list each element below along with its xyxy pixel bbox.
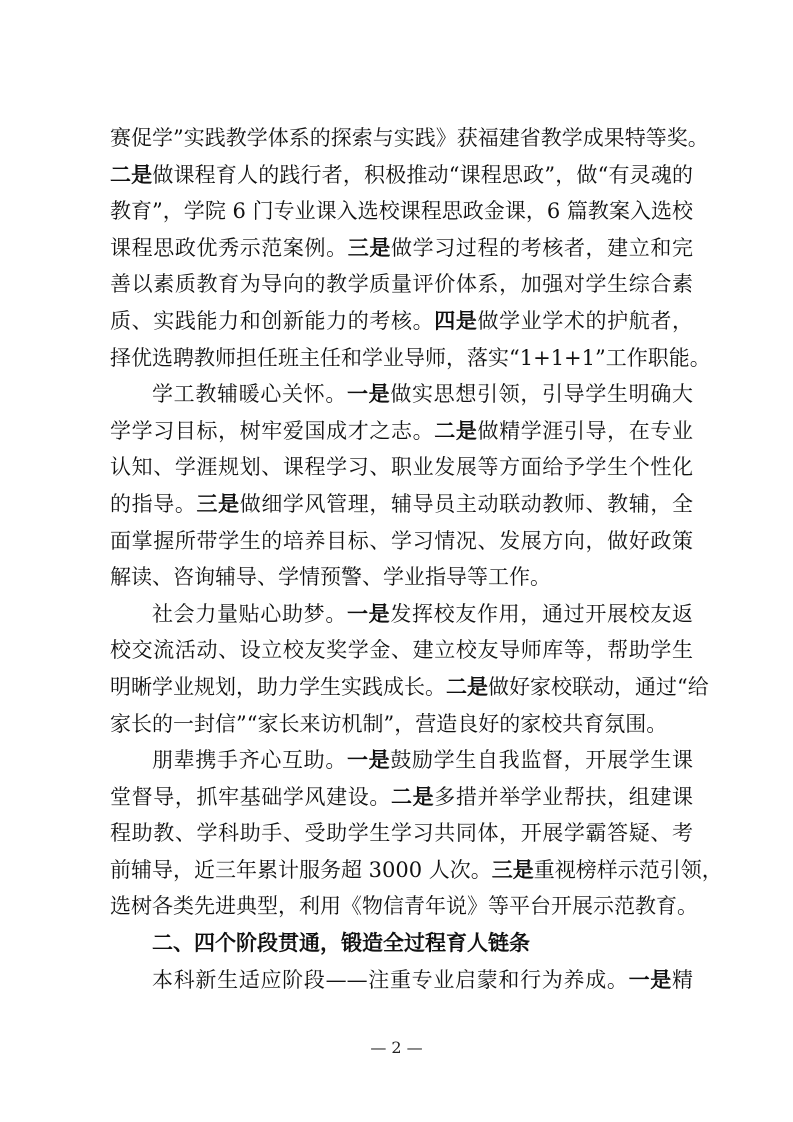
text-segment: 精	[672, 967, 694, 992]
text-line	[110, 559, 693, 596]
bold-marker: 一是	[347, 747, 391, 773]
text-line	[110, 523, 693, 560]
text-line	[110, 303, 693, 340]
text-segment: 鼓励学生自我监督，开展学生课	[390, 748, 694, 773]
text-line	[110, 669, 709, 706]
text-line	[110, 706, 693, 743]
text-line	[110, 376, 693, 413]
text-line	[110, 962, 693, 999]
bold-marker: 二是	[391, 783, 435, 809]
bold-marker: 二是	[434, 417, 478, 443]
text-line	[110, 193, 693, 230]
text-segment: 朋辈携手齐心互助。	[152, 748, 347, 773]
text-segment: 善以素质教育为导向的教学质量评价体系，加强对学生综合素	[110, 272, 693, 297]
text-segment: 认知、学涯规划、课程学习、职业发展等方面给予学生个性化	[110, 455, 693, 480]
text-line	[110, 230, 693, 267]
bold-marker: 一是	[347, 600, 391, 626]
text-line	[110, 632, 693, 669]
text-segment: 多措并举学业帮扶，组建课	[434, 784, 694, 809]
text-segment: 做学习过程的考核者，建立和完	[391, 235, 694, 260]
text-line	[110, 340, 711, 377]
text-segment: 明晰学业规划，助力学生实践成长。	[110, 674, 446, 699]
text-segment: 重视榜样示范引领，	[533, 857, 723, 882]
text-segment: 发挥校友作用，通过开展校友返	[390, 601, 694, 626]
bold-marker: 二是	[110, 161, 153, 187]
text-line	[110, 596, 693, 633]
text-segment: 的指导。	[110, 491, 197, 516]
text-segment: 择优选聘教师担任班主任和学业导师，落实“1+1+1”工作职能。	[110, 345, 711, 370]
text-line	[110, 449, 693, 486]
text-line	[110, 779, 693, 816]
text-line	[110, 486, 693, 523]
text-segment: 做细学风管理，辅导员主动联动教师、教辅，全	[239, 491, 694, 516]
text-segment: 课程思政优秀示范案例。	[110, 235, 348, 260]
text-line	[110, 413, 693, 450]
text-segment: 质、实践能力和创新能力的考核。	[110, 308, 435, 333]
text-line	[110, 266, 693, 303]
bold-marker: 一是	[628, 966, 673, 992]
bold-marker: 三是	[491, 856, 534, 882]
text-segment: 学工教辅暖心关怀。	[152, 382, 347, 407]
bold-marker: 二是	[446, 673, 488, 699]
text-segment: 赛促学”实践教学体系的探索与实践》获福建省教学成果特等奖。	[110, 126, 709, 150]
text-line	[110, 888, 698, 925]
text-segment: 做精学涯引导，在专业	[477, 418, 694, 443]
text-segment: 前辅导，近三年累计服务超 3000 人次。	[110, 857, 492, 882]
text-segment: 学学习目标，树牢爱国成才之志。	[110, 418, 435, 443]
bold-marker: 一是	[347, 381, 391, 407]
text-line	[110, 852, 723, 889]
text-segment: 面掌握所带学生的培养目标、学习情况、发展方向，做好政策	[110, 528, 693, 553]
text-segment: 校交流活动、设立校友奖学金、建立校友导师库等，帮助学生	[110, 638, 693, 663]
text-segment: 家长的一封信”“家长来访机制”，营造良好的家校共育氛围。	[110, 711, 668, 736]
text-segment: 选树各类先进典型，利用《物信青年说》等平台开展示范教育。	[110, 894, 698, 919]
text-segment: 社会力量贴心助梦。	[152, 601, 347, 626]
bold-marker: 三是	[196, 490, 240, 516]
text-line	[110, 742, 693, 779]
text-segment: 教育”，学院 6 门专业课入选校课程思政金课，6 篇教案入选校	[110, 199, 693, 224]
text-line	[110, 815, 693, 852]
bold-marker: 四是	[434, 307, 478, 333]
text-segment: 堂督导，抓牢基础学风建设。	[110, 784, 391, 809]
text-segment: 解读、咨询辅导、学情预警、学业指导等工作。	[110, 565, 551, 590]
text-segment: 做实思想引领，引导学生明确大	[390, 382, 694, 407]
document-body	[110, 120, 723, 998]
text-segment: 本科新生适应阶段——注重专业启蒙和行为养成。	[152, 967, 629, 992]
bold-marker: 三是	[347, 234, 392, 260]
text-line	[110, 925, 693, 962]
page-number: — 2 —	[370, 1038, 423, 1057]
section-heading: 二、四个阶段贯通，锻造全过程育人链条	[152, 931, 530, 956]
text-line	[110, 157, 693, 194]
text-segment: 做课程育人的践行者，积极推动“课程思政”，做“有灵魂的	[152, 162, 693, 187]
text-segment: 程助教、学科助手、受助学生学习共同体，开展学霸答疑、考	[110, 821, 693, 846]
text-segment: 做好家校联动，通过“给	[488, 674, 709, 699]
text-segment: 做学业学术的护航者，	[477, 308, 694, 333]
text-line	[110, 120, 709, 157]
